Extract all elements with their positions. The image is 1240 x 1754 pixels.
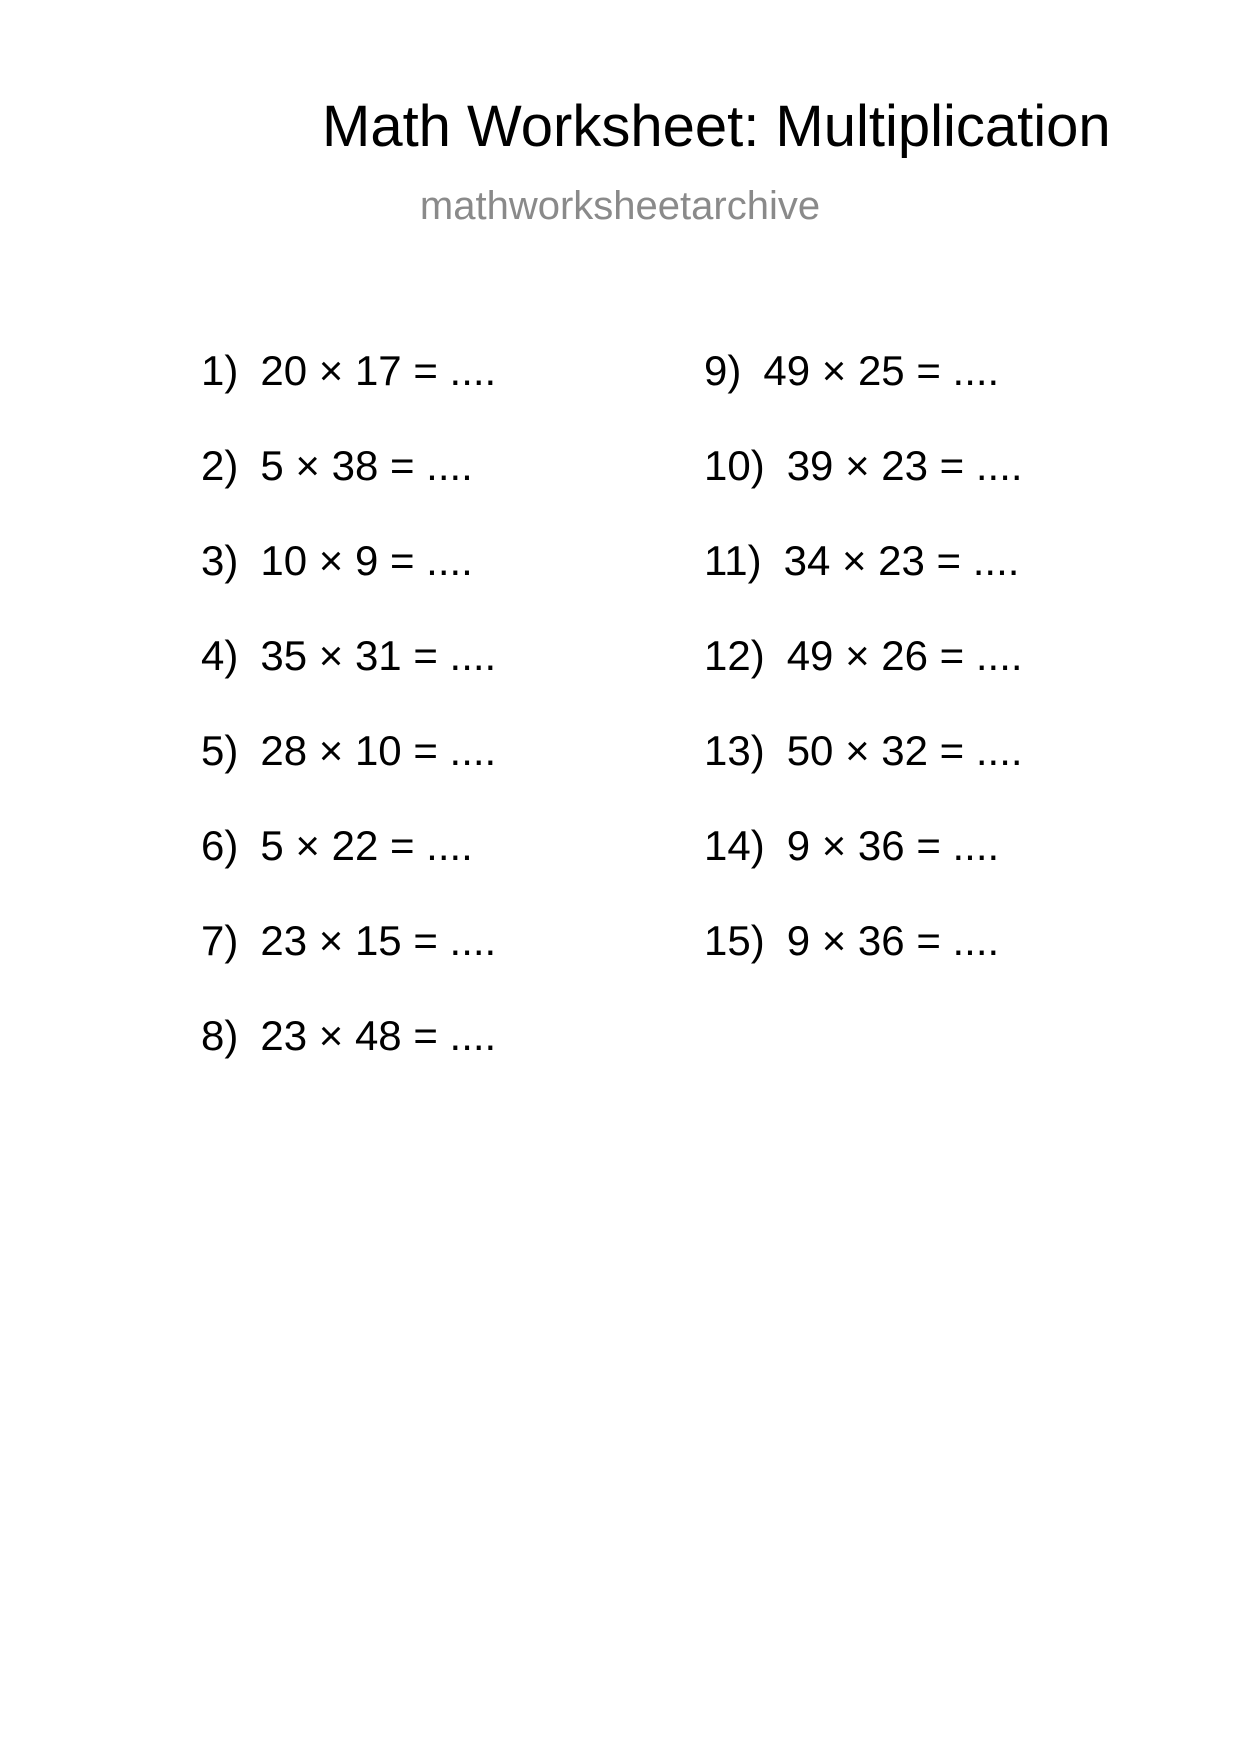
problem-number: 4) xyxy=(201,632,239,679)
problem-column-left xyxy=(201,347,497,1110)
problem-number: 13) xyxy=(704,727,765,774)
problem-number: 9) xyxy=(704,347,742,394)
problem-10 xyxy=(704,442,1023,540)
problem-number: 5) xyxy=(201,727,239,774)
problem-number: 7) xyxy=(201,917,239,964)
problem-expression: 23 × 48 = .... xyxy=(260,1012,497,1059)
problem-13 xyxy=(704,727,1023,825)
problem-7 xyxy=(201,917,497,1015)
problem-expression: 49 × 25 = .... xyxy=(763,347,1000,394)
problem-column-right xyxy=(704,347,1023,1015)
problem-number: 11) xyxy=(704,537,762,584)
problem-4 xyxy=(201,632,497,730)
problem-6 xyxy=(201,822,496,920)
problem-expression: 5 × 22 = .... xyxy=(260,822,473,869)
worksheet-source: mathworksheetarchive xyxy=(419,184,821,228)
problem-number: 6) xyxy=(201,822,239,869)
problem-15 xyxy=(704,917,1023,1015)
worksheet-title: Math Worksheet: Multiplication xyxy=(322,94,1111,159)
problem-5 xyxy=(201,727,497,825)
problem-number: 14) xyxy=(704,822,765,869)
problem-3 xyxy=(201,537,496,635)
problem-number: 8) xyxy=(201,1012,239,1059)
problem-expression: 5 × 38 = .... xyxy=(260,442,473,489)
problem-number: 10) xyxy=(704,442,765,489)
problem-number: 12) xyxy=(704,632,765,679)
problem-expression: 34 × 23 = .... xyxy=(783,537,1020,584)
problem-number: 2) xyxy=(201,442,239,489)
problem-expression: 39 × 23 = .... xyxy=(786,442,1023,489)
problem-number: 3) xyxy=(201,537,239,584)
problem-expression: 10 × 9 = .... xyxy=(260,537,473,584)
problem-expression: 49 × 26 = .... xyxy=(786,632,1023,679)
problem-expression: 23 × 15 = .... xyxy=(260,917,497,964)
problem-number: 15) xyxy=(704,917,765,964)
problem-1 xyxy=(201,347,497,445)
problem-expression: 9 × 36 = .... xyxy=(786,822,1000,869)
problem-9 xyxy=(704,347,1023,445)
problem-14 xyxy=(704,822,1023,920)
problem-2 xyxy=(201,442,496,540)
problem-number: 1) xyxy=(201,347,239,394)
problem-8 xyxy=(201,1012,497,1110)
problem-expression: 28 × 10 = .... xyxy=(260,727,497,774)
problem-12 xyxy=(704,632,1023,730)
problem-expression: 35 × 31 = .... xyxy=(260,632,497,679)
problem-expression: 50 × 32 = .... xyxy=(786,727,1023,774)
problem-expression: 20 × 17 = .... xyxy=(260,347,497,394)
problem-11 xyxy=(704,537,1023,635)
problem-expression: 9 × 36 = .... xyxy=(786,917,1000,964)
